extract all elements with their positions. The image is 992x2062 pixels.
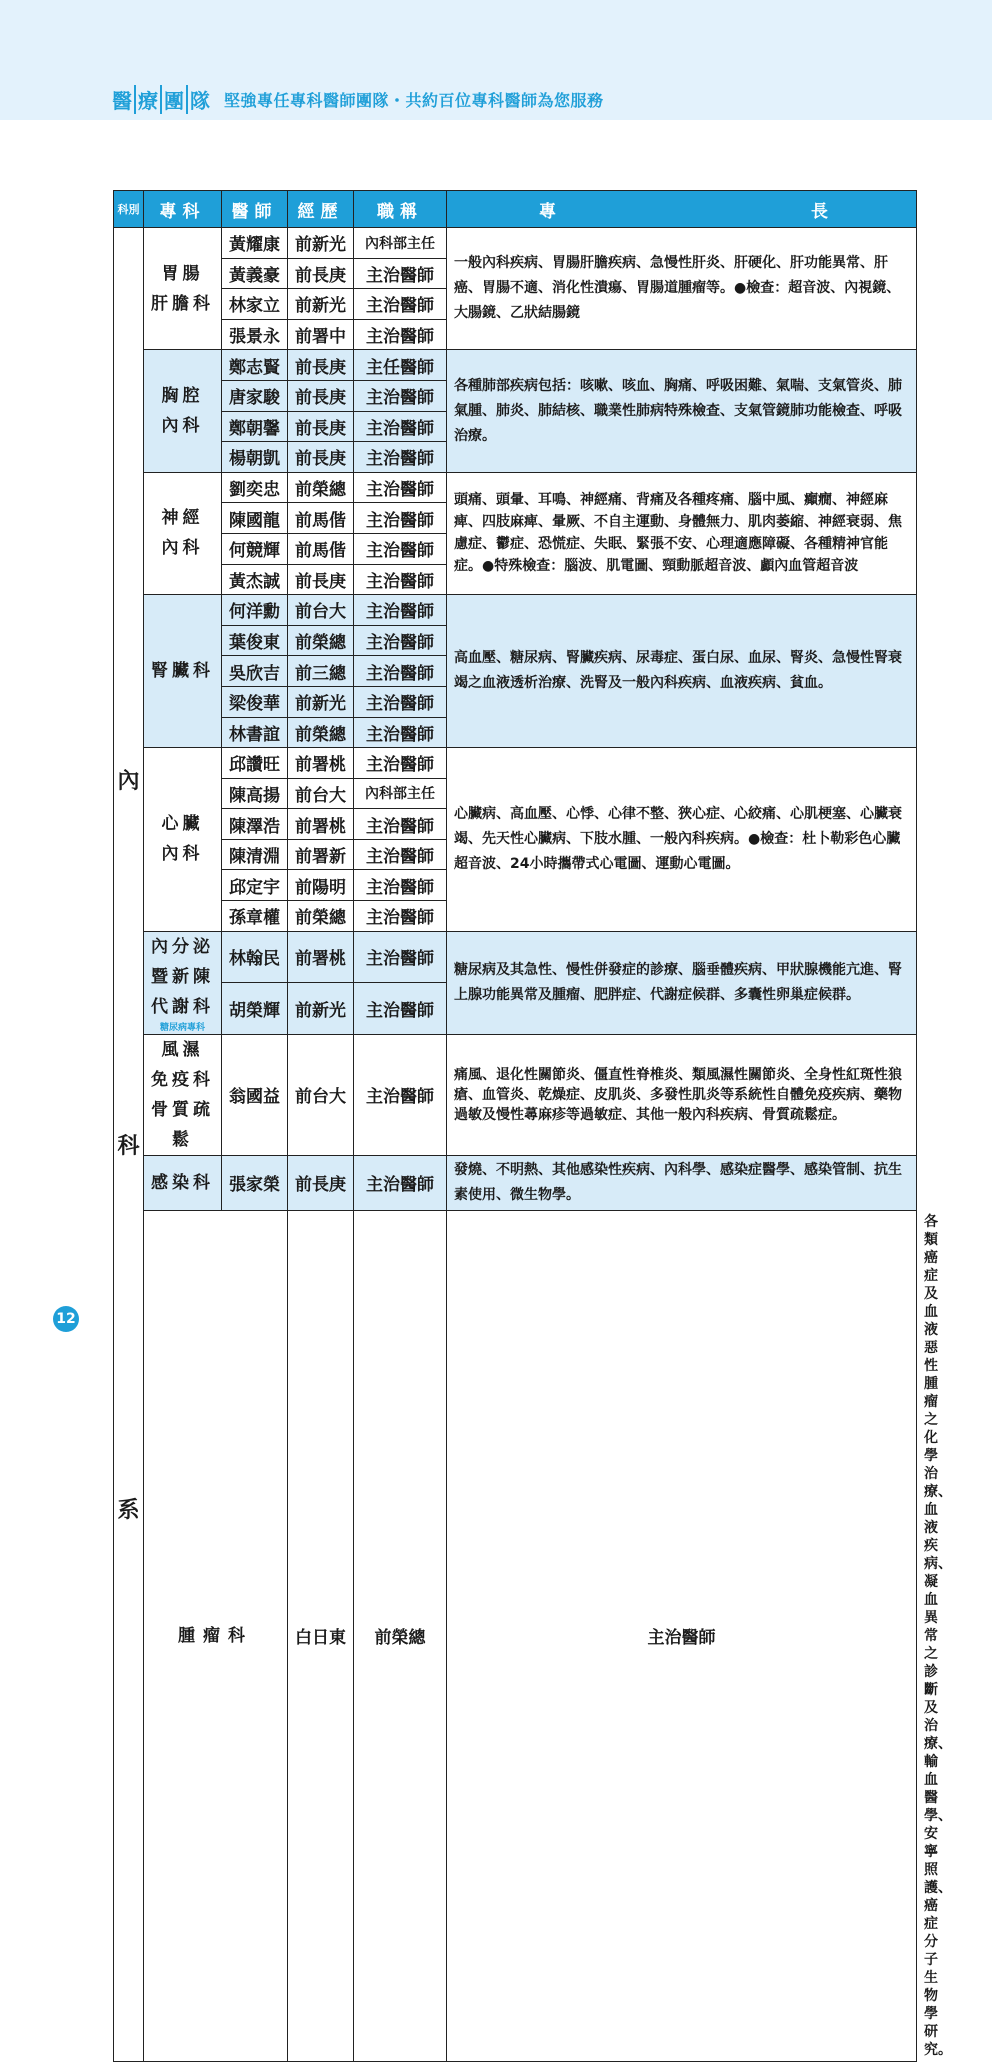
specialty-gi: 一般內科疾病、胃腸肝膽疾病、急慢性肝炎、肝硬化、肝功能異常、肝癌、胃腸不適、消化性潰瘍、胃腸道腫瘤等。●檢查：超音波、內視鏡、大腸鏡、乙狀結腸鏡 <box>447 228 917 350</box>
doctor-name: 孫章權 <box>222 901 288 932</box>
doctor-title: 主任醫師 <box>354 350 447 381</box>
doctor-name: 吳欣吉 <box>222 656 288 687</box>
title-char: 醫 <box>112 88 132 113</box>
doctor-name: 陳高揚 <box>222 778 288 809</box>
doctor-name: 陳澤浩 <box>222 809 288 840</box>
doctor-table <box>113 190 952 2062</box>
table-header-row <box>114 191 917 228</box>
dept-name-line: 內分泌 <box>151 936 214 957</box>
page-number: 12 <box>53 1306 79 1332</box>
doctor-exp: 前長庚 <box>288 564 354 595</box>
table-row <box>114 595 917 626</box>
page-title <box>112 85 212 114</box>
doctor-name: 唐家駿 <box>222 380 288 411</box>
doctor-exp: 前署桃 <box>288 748 354 779</box>
col-header-doctor: 醫師 <box>222 191 288 228</box>
doctor-name: 林家立 <box>222 289 288 320</box>
title-char: 隊 <box>186 85 210 114</box>
doctor-name: 何競輝 <box>222 533 288 564</box>
doctor-exp: 前馬偕 <box>288 503 354 534</box>
doctor-exp: 前署桃 <box>288 931 354 983</box>
dept-name-line: 骨質疏鬆 <box>151 1099 214 1150</box>
doctor-exp: 前長庚 <box>288 411 354 442</box>
doctor-title: 主治醫師 <box>354 289 447 320</box>
doctor-title: 主治醫師 <box>447 1210 917 2061</box>
table-row <box>114 748 917 779</box>
doctor-title: 主治醫師 <box>354 442 447 473</box>
doctor-name: 黃杰誠 <box>222 564 288 595</box>
col-header-title: 職稱 <box>354 191 447 228</box>
dept-name-line: 心臟 <box>161 814 204 835</box>
specialty-chest: 各種肺部疾病包括：咳嗽、咳血、胸痛、呼吸困難、氣喘、支氣管炎、肺氣腫、肺炎、肺結核、職業性肺病特殊檢查、支氣管鏡肺功能檢查、呼吸治療。 <box>447 350 917 472</box>
doctor-exp: 前新光 <box>288 686 354 717</box>
col-header-category: 科別 <box>114 191 144 228</box>
doctor-exp: 前長庚 <box>288 258 354 289</box>
doctor-exp: 前榮總 <box>288 901 354 932</box>
doctor-name: 邱定宇 <box>222 870 288 901</box>
title-char: 療 <box>134 85 158 114</box>
specialty-cardio: 心臟病、高血壓、心悸、心律不整、狹心症、心絞痛、心肌梗塞、心臟衰竭、先天性心臟病、下肢水腫、一般內科疾病。●檢查：杜卜勒彩色心臟超音波、24小時攜帶式心電圖、運動心電圖。 <box>447 748 917 932</box>
doctor-exp: 前署新 <box>288 839 354 870</box>
dept-name-line: 神經 <box>161 508 204 529</box>
doctor-name: 林書誼 <box>222 717 288 748</box>
doctor-title: 主治醫師 <box>354 839 447 870</box>
table-row <box>114 228 917 259</box>
doctor-exp: 前長庚 <box>288 442 354 473</box>
doctor-exp: 前榮總 <box>288 625 354 656</box>
doctor-exp: 前台大 <box>288 778 354 809</box>
doctor-exp: 前新光 <box>288 983 354 1035</box>
doctor-name: 鄭志賢 <box>222 350 288 381</box>
doctor-title: 主治醫師 <box>354 931 447 983</box>
doctor-title: 主治醫師 <box>354 564 447 595</box>
table-row <box>114 472 917 503</box>
specialty-neuro: 頭痛、頭暈、耳鳴、神經痛、背痛及各種疼痛、腦中風、癲癇、神經麻痺、四肢麻痺、暈厥、不自主運動、身體無力、肌肉萎縮、神經衰弱、焦慮症、鬱症、恐慌症、失眠、緊張不安、心理適應障礙、各種精神官能症。●特殊檢查：腦波、肌電圖、頸動脈超音波、顱內血管超音波 <box>447 472 917 594</box>
specialty-infect: 發燒、不明熱、其他感染性疾病、內科學、感染症醫學、感染管制、抗生素使用、微生物學。 <box>447 1155 917 1210</box>
doctor-name: 張景永 <box>222 319 288 350</box>
table-row <box>114 1034 917 1155</box>
dept-chest <box>144 350 222 472</box>
doctor-exp: 前台大 <box>288 1034 354 1155</box>
specialty-kidney: 高血壓、糖尿病、腎臟疾病、尿毒症、蛋白尿、血尿、腎炎、急慢性腎衰竭之血液透析治療、洗腎及一般內科疾病、血液疾病、貧血。 <box>447 595 917 748</box>
page-header <box>112 86 604 112</box>
doctor-exp: 前長庚 <box>288 380 354 411</box>
col-header-department: 專科 <box>144 191 222 228</box>
doctor-name: 胡榮輝 <box>222 983 288 1035</box>
doctor-exp: 前新光 <box>288 289 354 320</box>
dept-name-line: 代謝科 <box>151 996 214 1017</box>
specialty-rheum: 痛風、退化性關節炎、僵直性脊椎炎、類風濕性關節炎、全身性紅斑性狼瘡、血管炎、乾燥症、皮肌炎、多發性肌炎等系統性自體免疫疾病、藥物過敏及慢性蕁麻疹等過敏症、其他一般內科疾病、骨質疏鬆症。 <box>447 1034 917 1155</box>
dept-name-line: 胸腔 <box>161 386 204 407</box>
dept-name-line: 肝膽科 <box>151 293 214 314</box>
col-header-experience: 經歷 <box>288 191 354 228</box>
doctor-title: 內科部主任 <box>354 778 447 809</box>
doctor-name: 張家榮 <box>222 1155 288 1210</box>
doctor-title: 主治醫師 <box>354 748 447 779</box>
category-cell <box>114 228 144 2062</box>
category-char: 系 <box>117 1498 140 1524</box>
doctor-title: 主治醫師 <box>354 1034 447 1155</box>
category-char: 內 <box>117 769 140 795</box>
doctor-title: 主治醫師 <box>354 380 447 411</box>
expertise-char: 專 <box>539 201 556 222</box>
category-char: 科 <box>117 1133 140 1159</box>
dept-infect: 感染科 <box>144 1155 222 1210</box>
dept-name-line: 內科 <box>161 538 204 559</box>
doctor-name: 鄭朝馨 <box>222 411 288 442</box>
doctor-title: 主治醫師 <box>354 656 447 687</box>
doctor-title: 主治醫師 <box>354 625 447 656</box>
doctor-title: 主治醫師 <box>354 533 447 564</box>
doctor-exp: 前台大 <box>288 595 354 626</box>
dept-name-line: 風濕 <box>161 1039 204 1060</box>
dept-gi <box>144 228 222 350</box>
doctor-title: 主治醫師 <box>354 503 447 534</box>
doctor-name: 何洋勳 <box>222 595 288 626</box>
doctor-title: 主治醫師 <box>354 686 447 717</box>
title-char: 團 <box>160 85 184 114</box>
doctor-name: 邱讚旺 <box>222 748 288 779</box>
dept-kidney: 腎臟科 <box>144 595 222 748</box>
doctor-name: 黃義豪 <box>222 258 288 289</box>
dept-tumor: 腫瘤科 <box>144 1210 288 2061</box>
doctor-title: 主治醫師 <box>354 411 447 442</box>
doctor-exp: 前署中 <box>288 319 354 350</box>
doctor-name: 陳清淵 <box>222 839 288 870</box>
doctor-title: 主治醫師 <box>354 809 447 840</box>
doctor-exp: 前長庚 <box>288 350 354 381</box>
doctor-exp: 前榮總 <box>354 1210 447 2061</box>
doctor-title: 主治醫師 <box>354 870 447 901</box>
doctor-name: 葉俊東 <box>222 625 288 656</box>
table-row <box>114 350 917 381</box>
doctor-name: 劉奕忠 <box>222 472 288 503</box>
doctor-exp: 前榮總 <box>288 717 354 748</box>
table-row <box>114 931 917 983</box>
specialty-endo: 糖尿病及其急性、慢性併發症的診療、腦垂體疾病、甲狀腺機能亢進、腎上腺功能異常及腫瘤、肥胖症、代謝症候群、多囊性卵巢症候群。 <box>447 931 917 1034</box>
page-subtitle: 堅強專任專科醫師團隊・共約百位專科醫師為您服務 <box>224 90 604 110</box>
dept-name-line: 暨新陳 <box>151 966 214 987</box>
dept-name-line: 胃腸 <box>161 263 204 284</box>
doctor-exp: 前長庚 <box>288 1155 354 1210</box>
doctor-name: 林翰民 <box>222 931 288 983</box>
dept-endo <box>144 931 222 1034</box>
doctor-title: 主治醫師 <box>354 717 447 748</box>
dept-neuro <box>144 472 222 594</box>
doctor-title: 主治醫師 <box>354 901 447 932</box>
doctor-exp: 前三總 <box>288 656 354 687</box>
doctor-exp: 前榮總 <box>288 472 354 503</box>
doctor-name: 白日東 <box>288 1210 354 2061</box>
doctor-exp: 前署桃 <box>288 809 354 840</box>
dept-sub-label: 糖尿病專科 <box>159 1022 205 1033</box>
doctor-title: 主治醫師 <box>354 472 447 503</box>
table-row <box>114 1155 917 1210</box>
doctor-title: 主治醫師 <box>354 1155 447 1210</box>
doctor-name: 楊朝凱 <box>222 442 288 473</box>
dept-name-line: 內科 <box>161 844 204 865</box>
col-header-expertise <box>447 191 917 228</box>
doctor-title: 主治醫師 <box>354 258 447 289</box>
doctor-name: 翁國益 <box>222 1034 288 1155</box>
doctor-name: 陳國龍 <box>222 503 288 534</box>
doctor-exp: 前馬偕 <box>288 533 354 564</box>
doctor-exp: 前新光 <box>288 228 354 259</box>
doctor-name: 黃耀康 <box>222 228 288 259</box>
expertise-char: 長 <box>811 201 828 222</box>
doctor-title: 主治醫師 <box>354 983 447 1035</box>
doctor-title: 主治醫師 <box>354 319 447 350</box>
table-row: 腫瘤科 白日東 前榮總 主治醫師 各類癌症及血液惡性腫瘤之化學治療、血液疾病、凝血異常之診斷及治療、輸血醫學、安寧照護、癌症分子生物學研究。 <box>114 1210 917 2061</box>
doctor-title: 主治醫師 <box>354 595 447 626</box>
dept-rheum <box>144 1034 222 1155</box>
dept-name-line: 內科 <box>161 416 204 437</box>
dept-cardio <box>144 748 222 932</box>
doctor-exp: 前陽明 <box>288 870 354 901</box>
doctor-title: 內科部主任 <box>354 228 447 259</box>
dept-name-line: 免疫科 <box>151 1069 214 1090</box>
doctor-name: 梁俊華 <box>222 686 288 717</box>
